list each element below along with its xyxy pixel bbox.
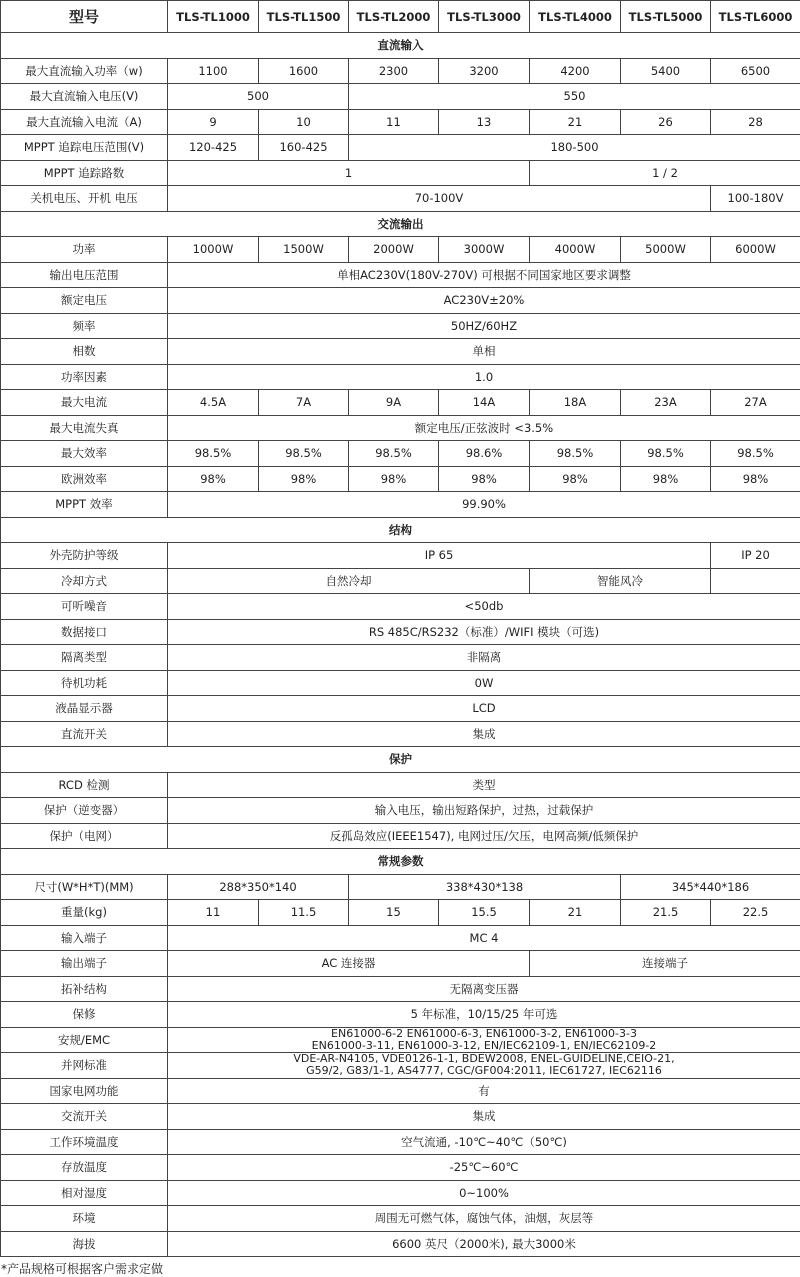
spec-row bbox=[1, 1078, 800, 1104]
spec-row bbox=[1, 390, 800, 416]
spec-row bbox=[1, 696, 800, 722]
spec-value: 23A bbox=[621, 390, 711, 416]
spec-label: 拓补结构 bbox=[1, 976, 168, 1002]
spec-value: 空气流通, -10℃~40℃（50℃) bbox=[168, 1129, 800, 1155]
spec-row bbox=[1, 415, 800, 441]
model-header: TLS-TL1500 bbox=[259, 1, 349, 33]
spec-value: 额定电压/正弦波时 <3.5% bbox=[168, 415, 800, 441]
spec-row bbox=[1, 1206, 800, 1232]
spec-label: 最大效率 bbox=[1, 441, 168, 467]
spec-value: IP 65 bbox=[168, 543, 711, 569]
spec-label: MPPT 追踪路数 bbox=[1, 160, 168, 186]
spec-value: 27A bbox=[711, 390, 800, 416]
model-header: TLS-TL6000 bbox=[711, 1, 800, 33]
spec-value: 98% bbox=[711, 466, 800, 492]
spec-label: 输入端子 bbox=[1, 925, 168, 951]
spec-row bbox=[1, 1180, 800, 1206]
spec-label: 工作环境温度 bbox=[1, 1129, 168, 1155]
spec-label: 最大电流 bbox=[1, 390, 168, 416]
spec-row bbox=[1, 543, 800, 569]
spec-value: 98.5% bbox=[530, 441, 621, 467]
spec-label: 关机电压、开机 电压 bbox=[1, 186, 168, 212]
spec-label: 最大直流输入功率（w) bbox=[1, 58, 168, 84]
spec-label: 保护（逆变器） bbox=[1, 798, 168, 824]
spec-row bbox=[1, 951, 800, 977]
spec-label: 最大电流失真 bbox=[1, 415, 168, 441]
spec-value: 18A bbox=[530, 390, 621, 416]
spec-value: 98.5% bbox=[621, 441, 711, 467]
spec-value: 22.5 bbox=[711, 900, 800, 926]
spec-label: 直流开关 bbox=[1, 721, 168, 747]
spec-value: 50HZ/60HZ bbox=[168, 313, 800, 339]
spec-label: 冷却方式 bbox=[1, 568, 168, 594]
spec-label: 国家电网功能 bbox=[1, 1078, 168, 1104]
spec-row bbox=[1, 594, 800, 620]
spec-value: 11 bbox=[168, 900, 259, 926]
spec-value: 10 bbox=[259, 109, 349, 135]
spec-label: 交流开关 bbox=[1, 1104, 168, 1130]
spec-value: 288*350*140 bbox=[168, 874, 349, 900]
spec-value: 180-500 bbox=[349, 135, 800, 161]
spec-value: 98% bbox=[349, 466, 439, 492]
spec-value: 5 年标准，10/15/25 年可选 bbox=[168, 1002, 800, 1028]
footnote: *产品规格可根据客户需求定做 bbox=[1, 1262, 164, 1276]
spec-value: 1.0 bbox=[168, 364, 800, 390]
spec-value: 6000W bbox=[711, 237, 800, 263]
spec-label: 重量(kg) bbox=[1, 900, 168, 926]
model-header: TLS-TL5000 bbox=[621, 1, 711, 33]
spec-value: 2300 bbox=[349, 58, 439, 84]
spec-value: 类型 bbox=[168, 772, 800, 798]
spec-value: 连接端子 bbox=[530, 951, 800, 977]
spec-value: 1000W bbox=[168, 237, 259, 263]
spec-value: 11.5 bbox=[259, 900, 349, 926]
model-label-header: 型号 bbox=[1, 1, 168, 33]
header-row bbox=[1, 1, 800, 33]
spec-row bbox=[1, 186, 800, 212]
spec-value: 4.5A bbox=[168, 390, 259, 416]
spec-value: 反孤岛效应(IEEE1547), 电网过压/欠压，电网高频/低频保护 bbox=[168, 823, 800, 849]
spec-value: 集成 bbox=[168, 1104, 800, 1130]
spec-row bbox=[1, 135, 800, 161]
spec-value: 98% bbox=[621, 466, 711, 492]
spec-value: AC 连接器 bbox=[168, 951, 530, 977]
spec-value: 自然冷却 bbox=[168, 568, 530, 594]
spec-label: 最大直流输入电压(V) bbox=[1, 84, 168, 110]
spec-row bbox=[1, 313, 800, 339]
spec-row bbox=[1, 339, 800, 365]
spec-row bbox=[1, 1053, 800, 1079]
spec-value: 5000W bbox=[621, 237, 711, 263]
spec-row bbox=[1, 568, 800, 594]
spec-value: 98% bbox=[259, 466, 349, 492]
spec-row bbox=[1, 109, 800, 135]
section-title: 直流输入 bbox=[1, 33, 800, 59]
spec-value: 2000W bbox=[349, 237, 439, 263]
spec-label: 输出端子 bbox=[1, 951, 168, 977]
spec-value: AC230V±20% bbox=[168, 288, 800, 314]
spec-label: 数据接口 bbox=[1, 619, 168, 645]
spec-value: 26 bbox=[621, 109, 711, 135]
spec-value: 338*430*138 bbox=[349, 874, 621, 900]
spec-value: 28 bbox=[711, 109, 800, 135]
model-header: TLS-TL3000 bbox=[439, 1, 530, 33]
section-title: 交流输出 bbox=[1, 211, 800, 237]
spec-label: MPPT 追踪电压范围(V) bbox=[1, 135, 168, 161]
spec-label: MPPT 效率 bbox=[1, 492, 168, 518]
spec-label: 隔离类型 bbox=[1, 645, 168, 671]
spec-label: 欧洲效率 bbox=[1, 466, 168, 492]
spec-row bbox=[1, 670, 800, 696]
spec-row bbox=[1, 619, 800, 645]
spec-row bbox=[1, 466, 800, 492]
spec-value: 21 bbox=[530, 109, 621, 135]
spec-value: 5400 bbox=[621, 58, 711, 84]
spec-value: 9 bbox=[168, 109, 259, 135]
spec-value: 智能风冷 bbox=[530, 568, 711, 594]
spec-value: 550 bbox=[349, 84, 800, 110]
spec-value: RS 485C/RS232（标准）/WIFI 模块（可选) bbox=[168, 619, 800, 645]
spec-row bbox=[1, 976, 800, 1002]
spec-value: 1100 bbox=[168, 58, 259, 84]
section-title: 常规参数 bbox=[1, 849, 800, 875]
spec-value: 15.5 bbox=[439, 900, 530, 926]
spec-value: VDE-AR-N4105, VDE0126-1-1, BDEW2008, ENEL-GUIDELINE,CEIO-21, G59/2, G83/1-1, AS4777, CGC/GF004:2011, IEC61727, IEC62116 bbox=[168, 1053, 800, 1079]
spec-value: 345*440*186 bbox=[621, 874, 800, 900]
spec-value: 13 bbox=[439, 109, 530, 135]
spec-label: 保护（电网） bbox=[1, 823, 168, 849]
spec-row bbox=[1, 492, 800, 518]
spec-row bbox=[1, 262, 800, 288]
spec-value: 120-425 bbox=[168, 135, 259, 161]
spec-label: 额定电压 bbox=[1, 288, 168, 314]
spec-value: <50db bbox=[168, 594, 800, 620]
spec-value bbox=[711, 568, 800, 594]
spec-row bbox=[1, 645, 800, 671]
spec-value: 6600 英尺（2000米), 最大3000米 bbox=[168, 1231, 800, 1257]
spec-value: EN61000-6-2 EN61000-6-3, EN61000-3-2, EN61000-3-3 EN61000-3-11, EN61000-3-12, EN/IEC62109-1, EN/IEC62109-2 bbox=[168, 1027, 800, 1053]
spec-value: 4200 bbox=[530, 58, 621, 84]
spec-value: 0W bbox=[168, 670, 800, 696]
spec-label: 保修 bbox=[1, 1002, 168, 1028]
spec-value: 98.5% bbox=[259, 441, 349, 467]
spec-value: -25℃~60℃ bbox=[168, 1155, 800, 1181]
spec-value: 输入电压，输出短路保护，过热，过载保护 bbox=[168, 798, 800, 824]
spec-value: 1600 bbox=[259, 58, 349, 84]
spec-value: LCD bbox=[168, 696, 800, 722]
spec-value: 9A bbox=[349, 390, 439, 416]
section-row bbox=[1, 747, 800, 773]
spec-label: 液晶显示器 bbox=[1, 696, 168, 722]
spec-label: 海拔 bbox=[1, 1231, 168, 1257]
spec-value: 无隔离变压器 bbox=[168, 976, 800, 1002]
spec-row bbox=[1, 798, 800, 824]
spec-value: 15 bbox=[349, 900, 439, 926]
spec-label: 存放温度 bbox=[1, 1155, 168, 1181]
spec-value: 70-100V bbox=[168, 186, 711, 212]
section-row bbox=[1, 33, 800, 59]
model-header: TLS-TL4000 bbox=[530, 1, 621, 33]
section-title: 保护 bbox=[1, 747, 800, 773]
spec-value: 98% bbox=[530, 466, 621, 492]
spec-value: 4000W bbox=[530, 237, 621, 263]
spec-row bbox=[1, 58, 800, 84]
spec-value: 7A bbox=[259, 390, 349, 416]
spec-value: 100-180V bbox=[711, 186, 800, 212]
spec-value: 98.5% bbox=[711, 441, 800, 467]
spec-value: 周围无可燃气体，腐蚀气体，油烟，灰层等 bbox=[168, 1206, 800, 1232]
spec-label: 最大直流输入电流（A) bbox=[1, 109, 168, 135]
spec-row bbox=[1, 84, 800, 110]
spec-value: 98% bbox=[439, 466, 530, 492]
spec-row bbox=[1, 1027, 800, 1053]
spec-value: 21.5 bbox=[621, 900, 711, 926]
section-row bbox=[1, 849, 800, 875]
spec-value: 98.5% bbox=[168, 441, 259, 467]
section-row bbox=[1, 517, 800, 543]
spec-value: 1 bbox=[168, 160, 530, 186]
model-header: TLS-TL1000 bbox=[168, 1, 259, 33]
spec-value: 98% bbox=[168, 466, 259, 492]
spec-label: 安规/EMC bbox=[1, 1027, 168, 1053]
spec-row bbox=[1, 160, 800, 186]
spec-row bbox=[1, 823, 800, 849]
spec-label: RCD 检测 bbox=[1, 772, 168, 798]
spec-row bbox=[1, 1002, 800, 1028]
spec-value: 99.90% bbox=[168, 492, 800, 518]
spec-row bbox=[1, 772, 800, 798]
spec-body bbox=[1, 33, 800, 1257]
spec-value: 11 bbox=[349, 109, 439, 135]
spec-row bbox=[1, 1104, 800, 1130]
spec-value: IP 20 bbox=[711, 543, 800, 569]
spec-value: 21 bbox=[530, 900, 621, 926]
section-row bbox=[1, 211, 800, 237]
spec-label: 输出电压范围 bbox=[1, 262, 168, 288]
spec-row bbox=[1, 441, 800, 467]
spec-row bbox=[1, 925, 800, 951]
spec-row bbox=[1, 364, 800, 390]
spec-row bbox=[1, 1231, 800, 1257]
spec-row bbox=[1, 1155, 800, 1181]
spec-label: 频率 bbox=[1, 313, 168, 339]
spec-value: 3200 bbox=[439, 58, 530, 84]
spec-value: 0~100% bbox=[168, 1180, 800, 1206]
spec-label: 相对湿度 bbox=[1, 1180, 168, 1206]
spec-label: 环境 bbox=[1, 1206, 168, 1232]
spec-row bbox=[1, 721, 800, 747]
spec-row bbox=[1, 1129, 800, 1155]
spec-row bbox=[1, 288, 800, 314]
spec-row bbox=[1, 874, 800, 900]
spec-value: 集成 bbox=[168, 721, 800, 747]
spec-value: 160-425 bbox=[259, 135, 349, 161]
spec-value: 单相AC230V(180V-270V) 可根据不同国家地区要求调整 bbox=[168, 262, 800, 288]
spec-value: 98.6% bbox=[439, 441, 530, 467]
spec-value: 3000W bbox=[439, 237, 530, 263]
spec-label: 尺寸(W*H*T)(MM) bbox=[1, 874, 168, 900]
spec-value: 1 / 2 bbox=[530, 160, 800, 186]
spec-value: 98.5% bbox=[349, 441, 439, 467]
spec-value: 14A bbox=[439, 390, 530, 416]
spec-label: 功率因素 bbox=[1, 364, 168, 390]
spec-label: 相数 bbox=[1, 339, 168, 365]
spec-value: 500 bbox=[168, 84, 349, 110]
section-title: 结构 bbox=[1, 517, 800, 543]
spec-label: 功率 bbox=[1, 237, 168, 263]
model-header: TLS-TL2000 bbox=[349, 1, 439, 33]
spec-label: 待机功耗 bbox=[1, 670, 168, 696]
spec-label: 并网标准 bbox=[1, 1053, 168, 1079]
spec-value: 非隔离 bbox=[168, 645, 800, 671]
spec-row bbox=[1, 900, 800, 926]
spec-row bbox=[1, 237, 800, 263]
spec-label: 可听噪音 bbox=[1, 594, 168, 620]
spec-value: 单相 bbox=[168, 339, 800, 365]
spec-value: 6500 bbox=[711, 58, 800, 84]
spec-value: 1500W bbox=[259, 237, 349, 263]
spec-value: 有 bbox=[168, 1078, 800, 1104]
spec-label: 外壳防护等级 bbox=[1, 543, 168, 569]
spec-value: MC 4 bbox=[168, 925, 800, 951]
